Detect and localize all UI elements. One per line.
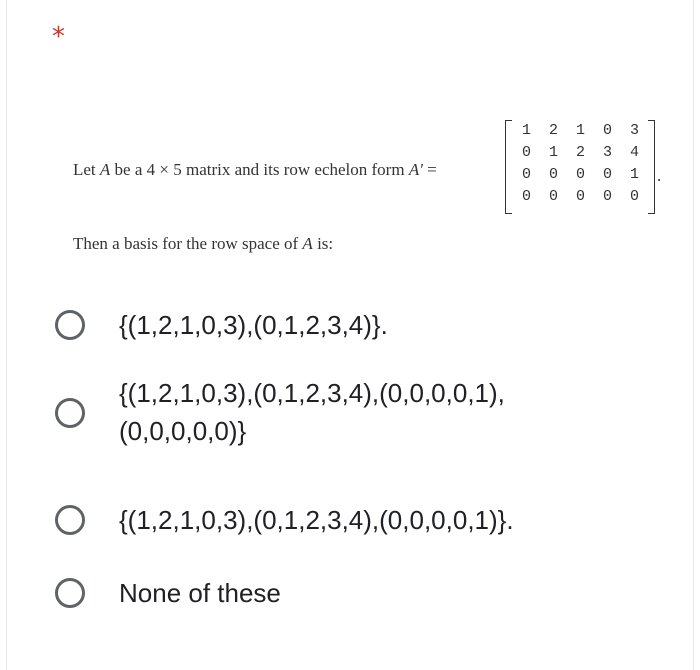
matrix-cell: 3 bbox=[602, 144, 612, 161]
matrix-cell: 0 bbox=[548, 188, 558, 205]
matrix-cell: 0 bbox=[602, 166, 612, 183]
matrix-row bbox=[513, 166, 648, 186]
radio-button[interactable] bbox=[55, 578, 85, 608]
matrix-cell: 0 bbox=[521, 166, 531, 183]
matrix-cell: 2 bbox=[575, 144, 585, 161]
matrix-row bbox=[513, 122, 648, 142]
answer-option-1[interactable] bbox=[55, 310, 388, 344]
matrix-cell: 1 bbox=[521, 122, 531, 139]
question-statement bbox=[73, 118, 673, 228]
matrix-row bbox=[513, 144, 648, 164]
matrix-cell: 0 bbox=[521, 144, 531, 161]
matrix-cell: 0 bbox=[575, 188, 585, 205]
matrix-cell: 0 bbox=[602, 188, 612, 205]
matrix-cell: 0 bbox=[602, 122, 612, 139]
radio-button[interactable] bbox=[55, 505, 85, 535]
option-label[interactable]: {(1,2,1,0,3),(0,1,2,3,4),(0,0,0,0,1)}. bbox=[119, 505, 514, 535]
answer-option-3[interactable] bbox=[55, 505, 514, 539]
matrix-cell: 4 bbox=[629, 144, 639, 161]
matrix-row bbox=[513, 188, 648, 208]
matrix-cell: 3 bbox=[629, 122, 639, 139]
radio-button[interactable] bbox=[55, 310, 85, 340]
matrix-right-bracket bbox=[648, 120, 655, 214]
matrix-end-period: . bbox=[657, 166, 662, 185]
matrix-cell: 0 bbox=[629, 188, 639, 205]
required-asterisk: * bbox=[52, 22, 65, 52]
card-border-right bbox=[693, 0, 694, 670]
matrix-cell: 0 bbox=[548, 166, 558, 183]
matrix-cell: 2 bbox=[548, 122, 558, 139]
answer-option-4[interactable] bbox=[55, 578, 281, 612]
matrix-cell: 1 bbox=[629, 166, 639, 183]
option-label[interactable]: {(1,2,1,0,3),(0,1,2,3,4),(0,0,0,0,1), (0,0,0,0,0)} bbox=[119, 378, 505, 446]
radio-button[interactable] bbox=[55, 398, 85, 428]
answer-option-2[interactable] bbox=[55, 378, 505, 450]
matrix-cell: 0 bbox=[521, 188, 531, 205]
matrix-cell: 1 bbox=[548, 144, 558, 161]
matrix-cell: 1 bbox=[575, 122, 585, 139]
card-border-left bbox=[6, 0, 7, 670]
option-label[interactable]: {(1,2,1,0,3),(0,1,2,3,4)}. bbox=[119, 310, 388, 340]
matrix-left-bracket bbox=[505, 120, 512, 214]
question-text: Let A be a 4 × 5 matrix and its row echelon form A′ = bbox=[73, 160, 437, 179]
matrix-cell: 0 bbox=[575, 166, 585, 183]
echelon-matrix bbox=[505, 118, 655, 218]
option-label[interactable]: None of these bbox=[119, 578, 281, 608]
question-prompt: Then a basis for the row space of A is: bbox=[73, 234, 334, 253]
